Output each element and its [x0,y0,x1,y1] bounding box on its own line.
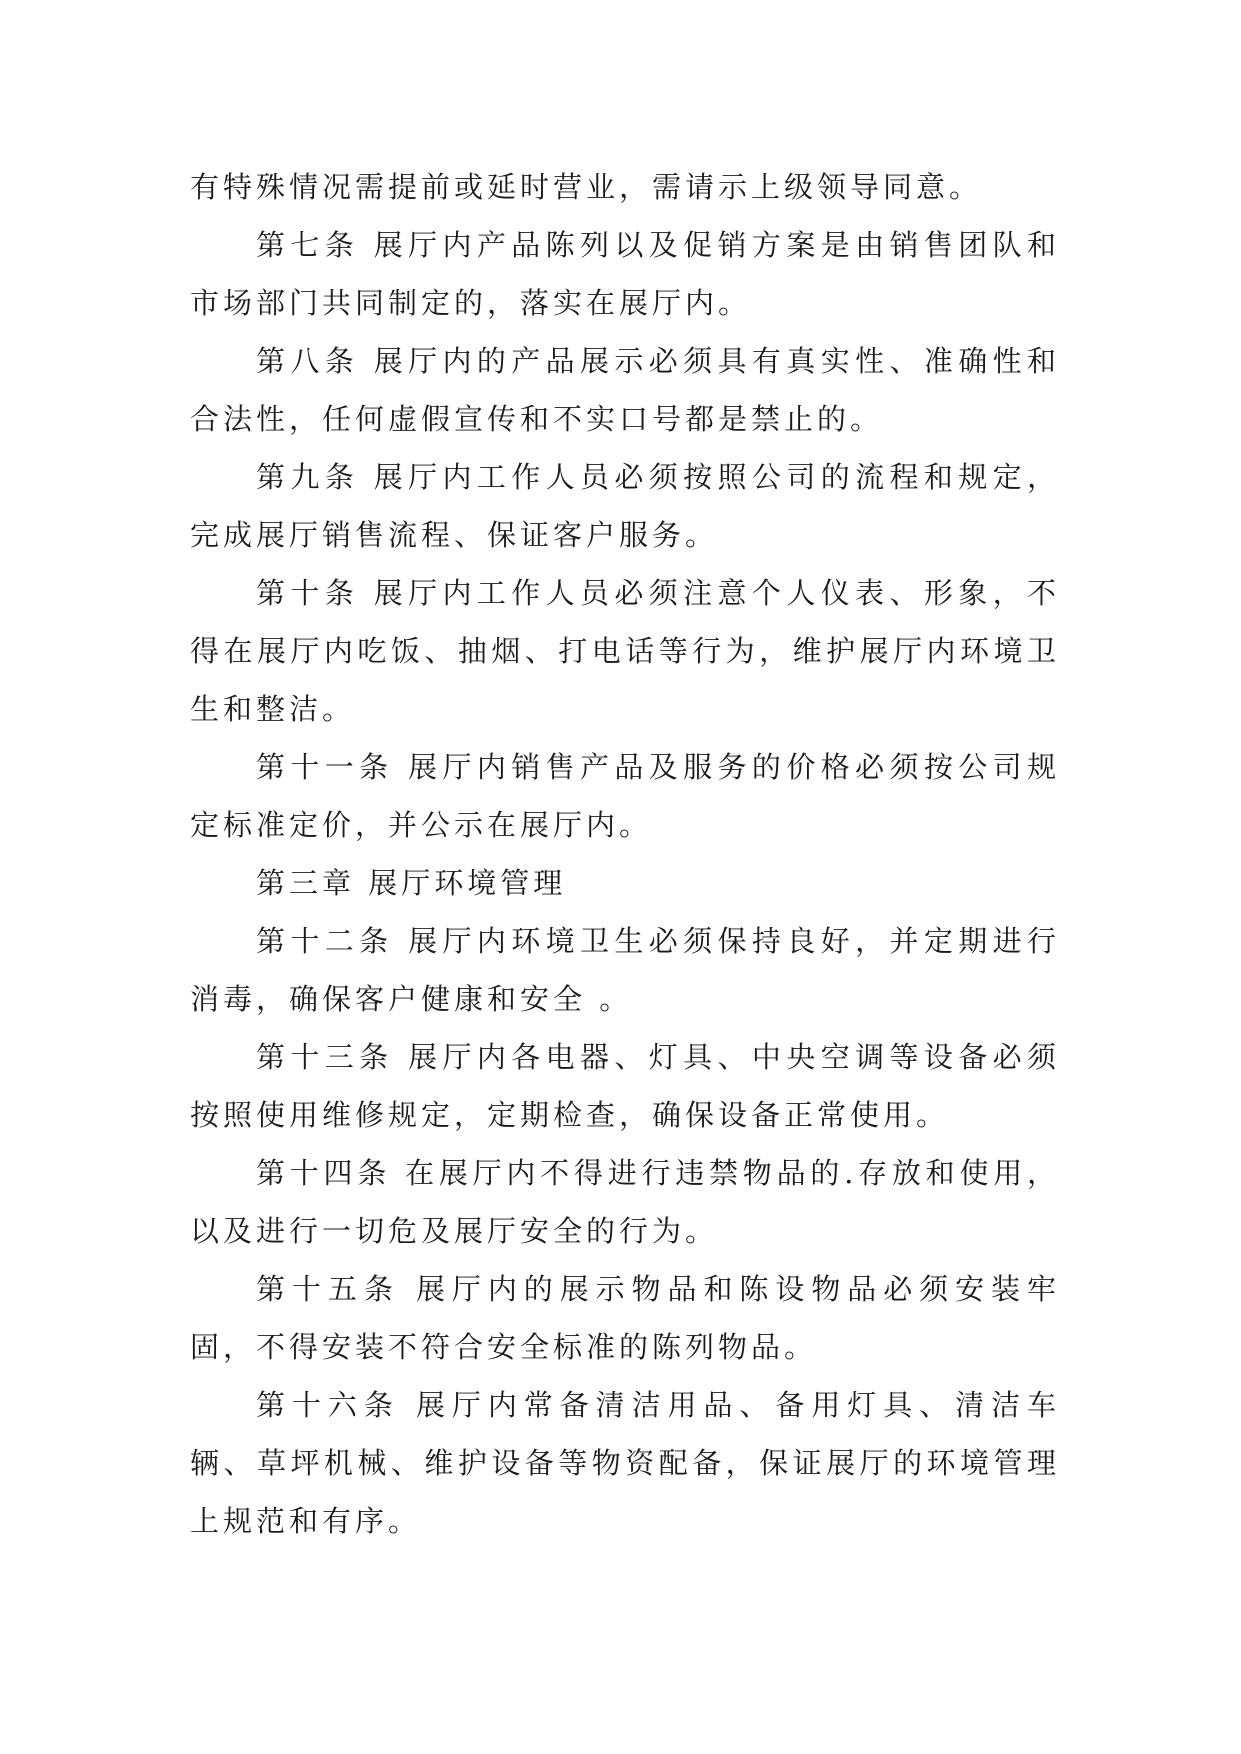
paragraph-continuation: 有特殊情况需提前或延时营业，需请示上级领导同意。 [190,170,983,204]
article-12: 第十二条 展厅内环境卫生必须保持良好，并定期进行消毒，确保客户健康和安全 。 [190,924,1060,1016]
article-10: 第十条 展厅内工作人员必须注意个人仪表、形象，不得在展厅内吃饭、抽烟、打电话等行为，维护展厅内环境卫生和整洁。 [190,576,1060,726]
article-11: 第十一条 展厅内销售产品及服务的价格必须按公司规定标准定价，并公示在展厅内。 [190,750,1060,842]
article-16: 第十六条 展厅内常备清洁用品、备用灯具、清洁车辆、草坪机械、维护设备等物资配备，保证展厅的环境管理上规范和有序。 [190,1388,1060,1538]
article-9: 第九条 展厅内工作人员必须按照公司的流程和规定，完成展厅销售流程、保证客户服务。 [190,460,1060,552]
chapter-3-heading: 第三章 展厅环境管理 [256,866,567,900]
article-8: 第八条 展厅内的产品展示必须具有真实性、准确性和合法性，任何虚假宣传和不实口号都是禁止的。 [190,344,1060,436]
article-15: 第十五条 展厅内的展示物品和陈设物品必须安装牢固，不得安装不符合安全标准的陈列物品。 [190,1272,1060,1364]
article-14: 第十四条 在展厅内不得进行违禁物品的.存放和使用，以及进行一切危及展厅安全的行为。 [190,1156,1060,1248]
document-body [190,158,1060,1550]
article-7: 第七条 展厅内产品陈列以及促销方案是由销售团队和市场部门共同制定的，落实在展厅内。 [190,228,1060,320]
article-13: 第十三条 展厅内各电器、灯具、中央空调等设备必须按照使用维修规定，定期检查，确保设备正常使用。 [190,1040,1060,1132]
